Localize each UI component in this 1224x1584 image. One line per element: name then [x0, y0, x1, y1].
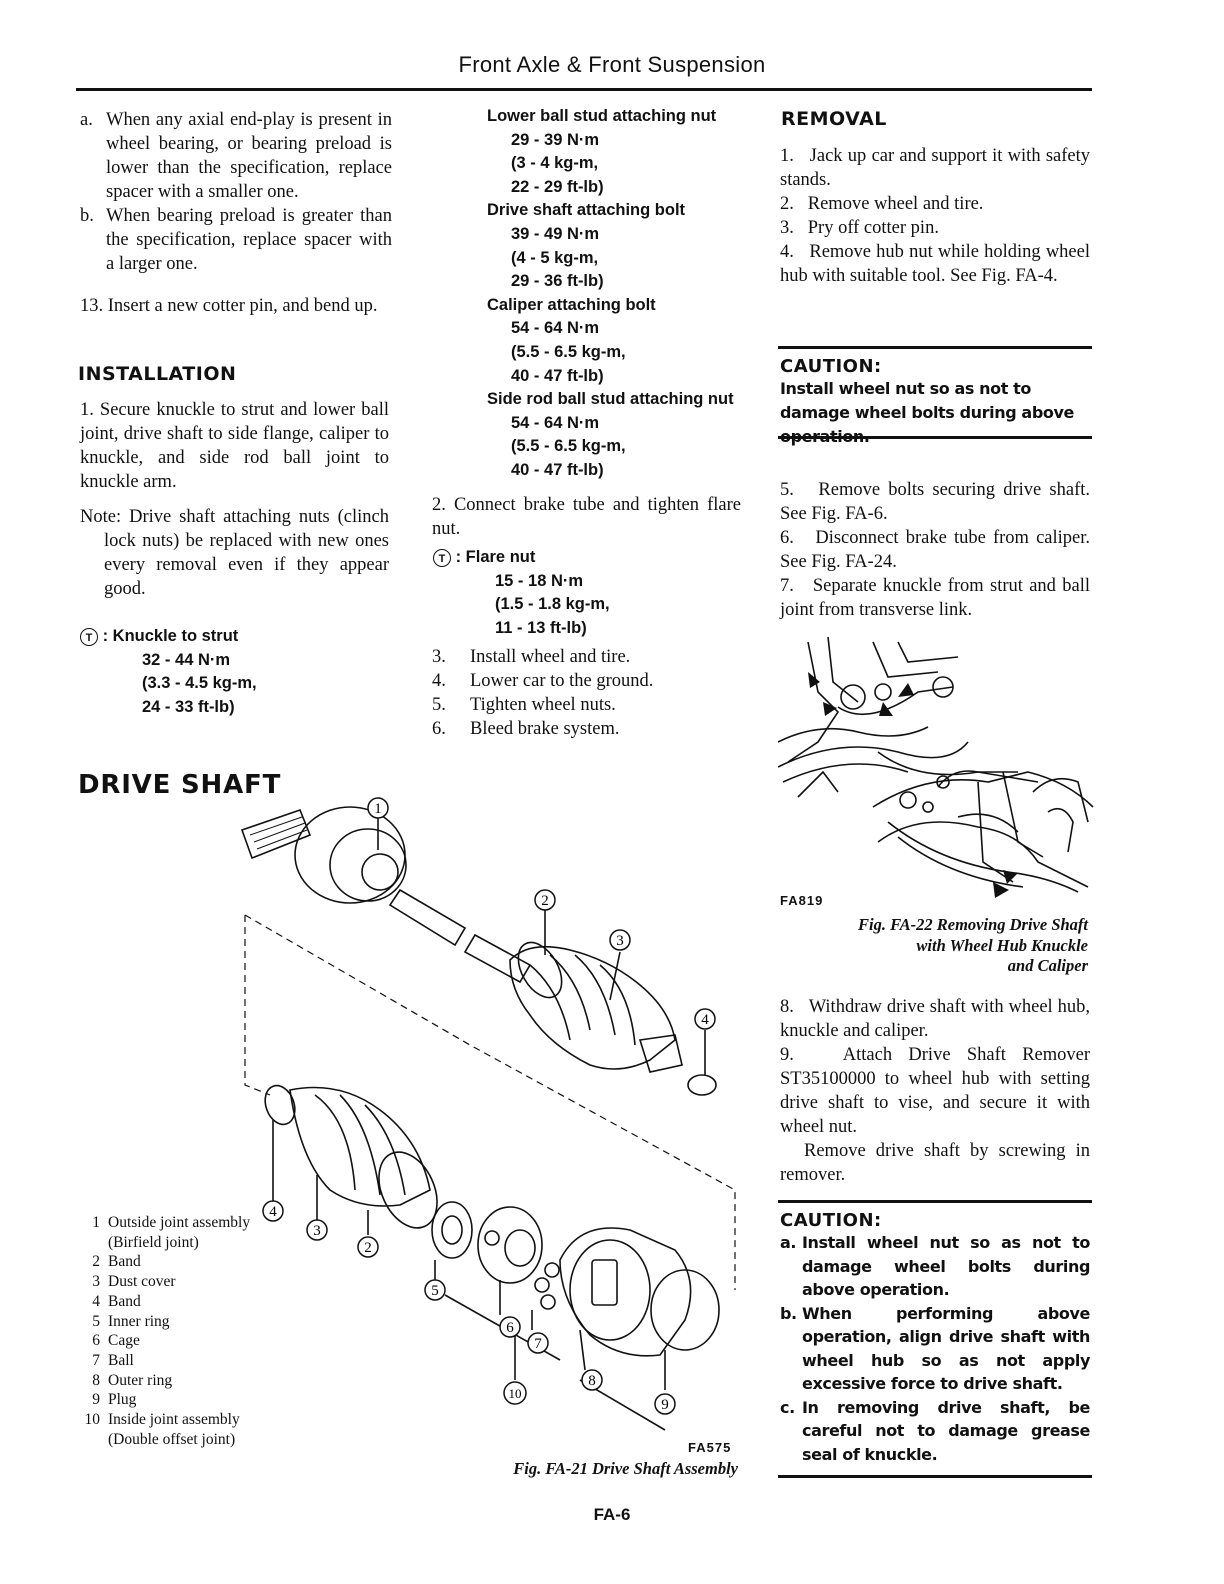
spec-side-rod: Side rod ball stud attaching nut 54 - 64 N·m (5.5 - 6.5 kg-m, 40 - 47 ft-lb) [487, 390, 734, 479]
header-rule [76, 88, 1092, 91]
band-2 [509, 935, 570, 1005]
removal-steps-8-9: 8. Withdraw drive shaft with wheel hub, knuckle and caliper. 9. Attach Drive Shaft Remover ST35100000 to wheel hub with setting drive shaft to vise, and secure it with wheel nut. Remove drive shaft by screwing in remover. [780, 997, 1091, 1185]
plug-9 [651, 1270, 719, 1350]
fig21-legend [70, 1213, 290, 1449]
flare-nut-torque: T : Flare nut 15 - 18 N·m (1.5 - 1.8 kg-m, 11 - 13 ft-lb) [433, 546, 733, 640]
legend-row: 9 Plug [92, 1391, 137, 1409]
shaft-segment-2 [465, 935, 530, 982]
inner-ring-5 [432, 1202, 472, 1258]
callout-4-lower-text: 4 [269, 1204, 277, 1220]
caution2-top-rule [778, 1200, 1092, 1203]
removal-steps-1-4: 1. Jack up car and support it with safety stands. 2. Remove wheel and tire. 3. Pry off cotter pin. 4. Remove hub nut while holding wheel hub with suitable tool. See Fig. FA-4. [780, 146, 1091, 286]
callout-9-text: 9 [661, 1397, 669, 1413]
removal-steps-5-7: 5. Remove bolts securing drive shaft. See Fig. FA-6. 6. Disconnect brake tube from caliper. See Fig. FA-24. 7. Separate knuckle from strut and ball joint from transverse link. [780, 480, 1091, 620]
legend-row: 8 Outer ring [92, 1371, 173, 1389]
knuckle-torque: T : Knuckle to strut 32 - 44 N·m (3.3 - 4.5 kg-m, 24 - 33 ft-lb) [80, 625, 380, 719]
spec-drive-shaft-bolt: Drive shaft attaching bolt 39 - 49 N·m (4 - 5 kg-m, 29 - 36 ft-lb) [487, 201, 686, 291]
page-header: Front Axle & Front Suspension [458, 52, 766, 77]
callout-2-lower-text: 2 [364, 1240, 372, 1256]
note-text: Drive shaft attaching nuts (clinch lock nuts) be replaced with new ones every removal even if they appear good. [104, 507, 390, 599]
callout-8-text: 8 [588, 1373, 596, 1389]
notes-ab [80, 108, 392, 276]
spec-caliper-bolt: Caliper attaching bolt 54 - 64 N·m (5.5 - 6.5 kg-m, 40 - 47 ft-lb) [487, 295, 656, 385]
removal-heading: REMOVAL [781, 108, 887, 130]
fig21-code: FA575 [688, 1440, 732, 1455]
legend-row: 5 Inner ring [92, 1312, 170, 1330]
callout-9 [655, 1394, 675, 1414]
caution-1: CAUTION: Install wheel nut so as not to damage wheel bolts during above [780, 356, 1074, 422]
note-a: a. When any axial end-play is present in wheel bearing, or bearing preload is lower than the specification, replace spacer with a smaller one. [80, 110, 392, 202]
legend-row: (Birfield joint) [108, 1233, 199, 1251]
callout-4 [695, 1009, 715, 1029]
fig22-code: FA819 [780, 893, 824, 908]
legend-row: (Double offset joint) [108, 1430, 236, 1448]
torque-icon: T [433, 549, 451, 567]
installation-heading: INSTALLATION [78, 363, 237, 385]
caution1-top-rule [778, 346, 1092, 349]
legend-row: 3 Dust cover [92, 1273, 176, 1291]
callout-6 [500, 1317, 520, 1337]
step-13: 13. Insert a new cotter pin, and bend up. [80, 296, 378, 316]
boot-end [640, 1035, 682, 1072]
callout-2-text: 2 [541, 893, 549, 909]
fig22-caption: Fig. FA-22 Removing Drive Shaft with Wheel Hub Knuckle and Caliper [858, 915, 1088, 975]
callout-3-lower-text: 3 [313, 1223, 321, 1239]
callout-10 [504, 1382, 526, 1404]
caution1-bottom-rule [778, 436, 1092, 439]
callout-7-text: 7 [534, 1336, 542, 1352]
callout-2 [535, 890, 555, 910]
callout-2-lower [358, 1237, 378, 1257]
callout-3-lower [307, 1220, 327, 1240]
callout-5-text: 5 [431, 1283, 439, 1299]
legend-row: 10 Inside joint assembly [84, 1411, 240, 1429]
callout-7 [528, 1333, 548, 1353]
legend-row: 4 Band [92, 1292, 141, 1310]
fig21-callouts [263, 798, 715, 1414]
cage-6 [478, 1207, 542, 1283]
spec-lower-ball: Lower ball stud attaching nut 29 - 39 N·m (3 - 4 kg-m, 22 - 29 ft-lb) [487, 107, 717, 196]
fig-fa22-illustration [778, 632, 1094, 912]
install-step-1: 1. Secure knuckle to strut and lower ball joint, drive shaft to side flange, caliper to knuckle, and side rod ball joint to knuckle arm. [80, 400, 389, 492]
callout-10-text: 10 [508, 1386, 522, 1401]
install-note [80, 505, 389, 601]
callout-4-text: 4 [701, 1012, 709, 1028]
callout-6-text: 6 [506, 1320, 514, 1336]
callout-1-text: 1 [374, 801, 382, 817]
torque-specs [487, 105, 757, 483]
fig21-caption: Fig. FA-21 Drive Shaft Assembly [513, 1459, 738, 1478]
steps-3-6: 3. Install wheel and tire. 4. Lower car to the ground. 5. Tighten wheel nuts. 6. Bleed brake system. [432, 647, 654, 739]
legend-row: 1 Outside joint assembly [92, 1214, 251, 1231]
legend-row: 7 Ball [92, 1351, 134, 1369]
torque-icon: T [80, 628, 98, 646]
band-2-lower [368, 1143, 449, 1237]
legend-row: 2 Band [92, 1253, 141, 1271]
caution-2: CAUTION: a. Install wheel nut so as not to damage wheel bolts during above operation. b. When performing above operation, align drive shaft with wheel hub so as not apply excessive force to drive shaft. c. In removing drive shaft, be careful not to damage grease seal of knuckle. [780, 1210, 1090, 1464]
drive-shaft-heading: DRIVE SHAFT [78, 770, 282, 800]
dust-cover-3-lower [290, 1088, 430, 1207]
callout-8 [582, 1370, 602, 1390]
callout-1 [368, 798, 388, 818]
caution2-bottom-rule [778, 1475, 1092, 1478]
fig-fa21-illustration [230, 790, 750, 1470]
callout-3 [610, 930, 630, 950]
note-label: Note: [80, 507, 122, 527]
shaft-segment-1 [390, 890, 465, 945]
band-4 [688, 1075, 716, 1095]
callout-5 [425, 1280, 445, 1300]
dust-cover-3 [510, 947, 675, 1069]
legend-row: 6 Cage [92, 1332, 140, 1350]
callout-3-text: 3 [616, 933, 624, 949]
page-number: FA-6 [593, 1505, 631, 1524]
step-2: 2. Connect brake tube and tighten flare nut. [432, 495, 741, 539]
ball-7 [535, 1278, 549, 1292]
note-b: b. When bearing preload is greater than the specification, replace spacer with a larger one. [80, 206, 392, 274]
